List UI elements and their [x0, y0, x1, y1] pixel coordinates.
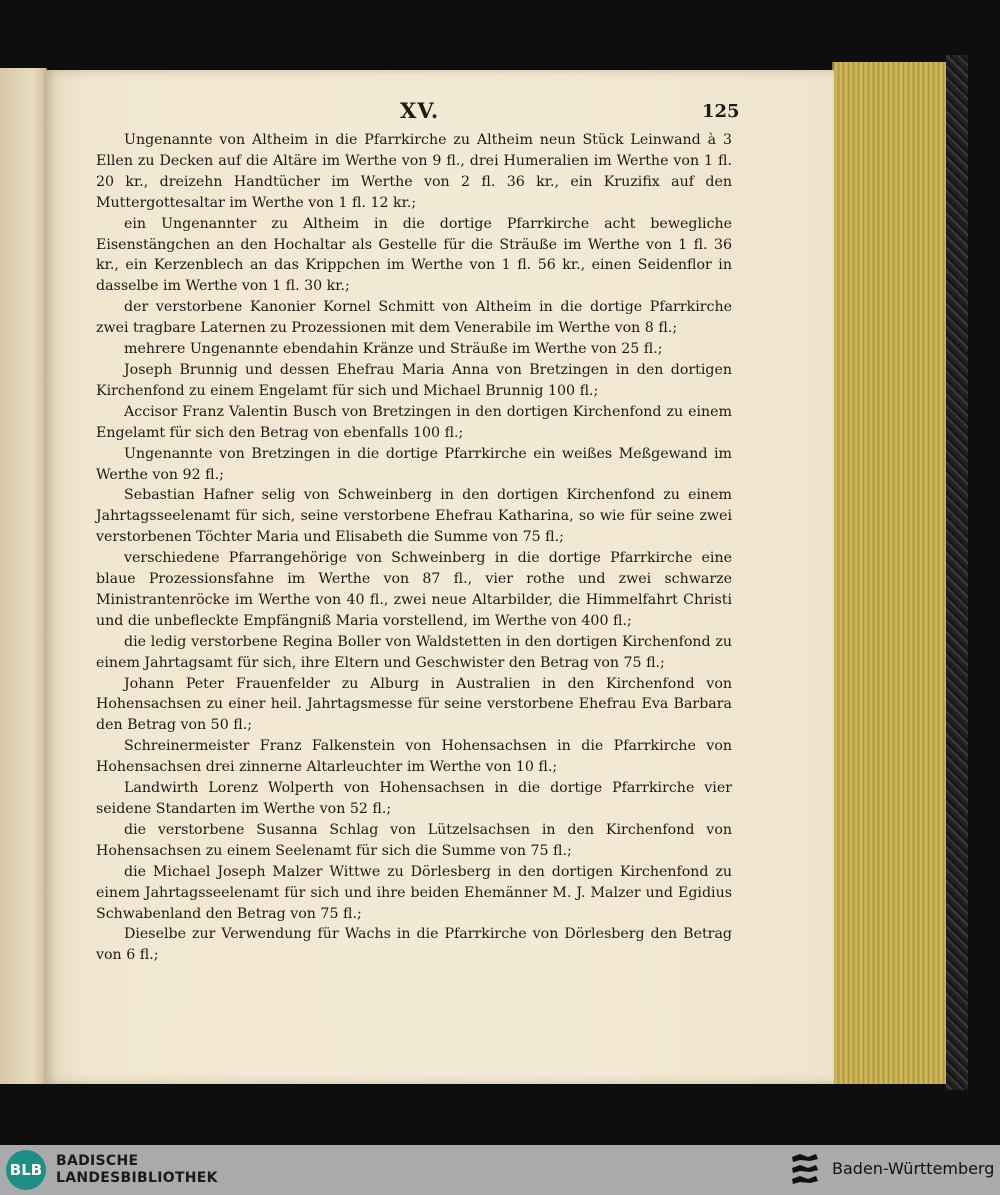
blb-logo[interactable]: BLB [6, 1150, 46, 1190]
chapter-number: XV. [400, 98, 440, 123]
book-cover [946, 55, 968, 1090]
paragraph: Schreinermeister Franz Falkenstein von Hohensachsen in die Pfarrkirche von Hohensachsen drei zinnerne Altarleuchter im Werthe von 10 fl.; [96, 738, 732, 776]
library-name[interactable] [56, 1153, 218, 1187]
paragraph: Dieselbe zur Verwendung für Wachs in die Pfarrkirche von Dörlesberg den Betrag von 6 fl.; [96, 926, 732, 964]
paragraph: mehrere Ungenannte ebendahin Kränze und Sträuße im Werthe von 25 fl.; [124, 341, 663, 358]
page-body [96, 130, 732, 966]
paragraph: verschiedene Pfarrangehörige von Schweinberg in die dortige Pfarrkirche eine blaue Prozessionsfahne im Werthe von 87 fl., vier rothe und zwei schwarze Ministrantenröcke im Werthe von 40 fl., zwei neue Altarbilder, die Himmelfahrt Christi und die unbefleckte Empfängniß Maria vorstellend, im Werthe von 400 fl.; [96, 550, 732, 629]
coat-of-arms-icon [788, 1151, 822, 1189]
paragraph: Landwirth Lorenz Wolperth von Hohensachsen in die dortige Pfarrkirche vier seidene Standarten im Werthe von 52 fl.; [96, 780, 732, 817]
paragraph: Accisor Franz Valentin Busch von Bretzingen in den dortigen Kirchenfond zu einem Engelamt für sich den Betrag von ebenfalls 100 fl.; [96, 403, 732, 441]
page-edges [832, 62, 952, 1084]
paragraph: der verstorbene Kanonier Kornel Schmitt von Altheim in die dortige Pfarrkirche zwei tragbare Laternen zu Prozessionen mit dem Venerabile im Werthe von 8 fl.; [96, 299, 732, 337]
paragraph: ein Ungenannter zu Altheim in die dortige Pfarrkirche acht bewegliche Eisenstängchen an den Hochaltar als Gestelle für die Sträuße im Werthe von 1 fl. 36 kr., ein Kerzenblech an das Krippchen im Werthe von 1 fl. 56 kr., einen Seidenflor in dasselbe im Werthe von 1 fl. 30 kr.; [96, 215, 732, 295]
page-number: 125 [702, 101, 740, 122]
paragraph: die verstorbene Susanna Schlag von Lützelsachsen in den Kirchenfond von Hohensachsen zu einem Seelenamt für sich die Summe von 75 fl.; [96, 821, 732, 859]
library-name-line1: BADISCHE [56, 1153, 139, 1169]
footer-bar [0, 1145, 1000, 1195]
paragraph: Joseph Brunnig und dessen Ehefrau Maria Anna von Bretzingen in den dortigen Kirchenfond zu einem Engelamt für sich und Michael Brunnig 100 fl.; [96, 361, 732, 399]
paragraph: Ungenannte von Altheim in die Pfarrkirche zu Altheim neun Stück Leinwand à 3 Ellen zu Decken auf die Altäre im Werthe von 9 fl., drei Humeralien im Werthe von 1 fl. 20 kr., dreizehn Handtücher im Werthe von 2 fl. 36 kr., ein Kruzifix auf den Muttergottesaltar im Werthe von 1 fl. 12 kr.; [96, 132, 732, 211]
state-name[interactable]: Baden-Württemberg [832, 1159, 995, 1178]
paragraph: Ungenannte von Bretzingen in die dortige Pfarrkirche ein weißes Meßgewand im Werthe von 92 fl.; [96, 445, 732, 483]
library-name-line2: LANDESBIBLIOTHEK [56, 1170, 218, 1186]
paragraph: Sebastian Hafner selig von Schweinberg in den dortigen Kirchenfond zu einem Jahrtagsseelenamt für sich, seine verstorbene Ehefrau Katharina, so wie für seine zwei verstorbenen Töchter Maria und Elisabeth die Summe von 75 fl.; [96, 487, 732, 546]
left-page-edge [0, 68, 47, 1084]
paragraph: Johann Peter Frauenfelder zu Alburg in Australien in den Kirchenfond von Hohensachsen zu einer heil. Jahrtagsmesse für seine verstorbene Ehefrau Eva Barbara den Betrag von 50 fl.; [96, 675, 732, 734]
paragraph: die Michael Joseph Malzer Wittwe zu Dörlesberg in den dortigen Kirchenfond zu einem Jahrtagsseelenamt für sich und ihre beiden Ehemänner M. J. Malzer und Egidius Schwabenland den Betrag von 75 fl.; [96, 863, 732, 922]
paragraph: die ledig verstorbene Regina Boller von Waldstetten in den dortigen Kirchenfond zu einem Jahrtagsamt für sich, ihre Eltern und Geschwister den Betrag von 75 fl.; [96, 633, 732, 671]
